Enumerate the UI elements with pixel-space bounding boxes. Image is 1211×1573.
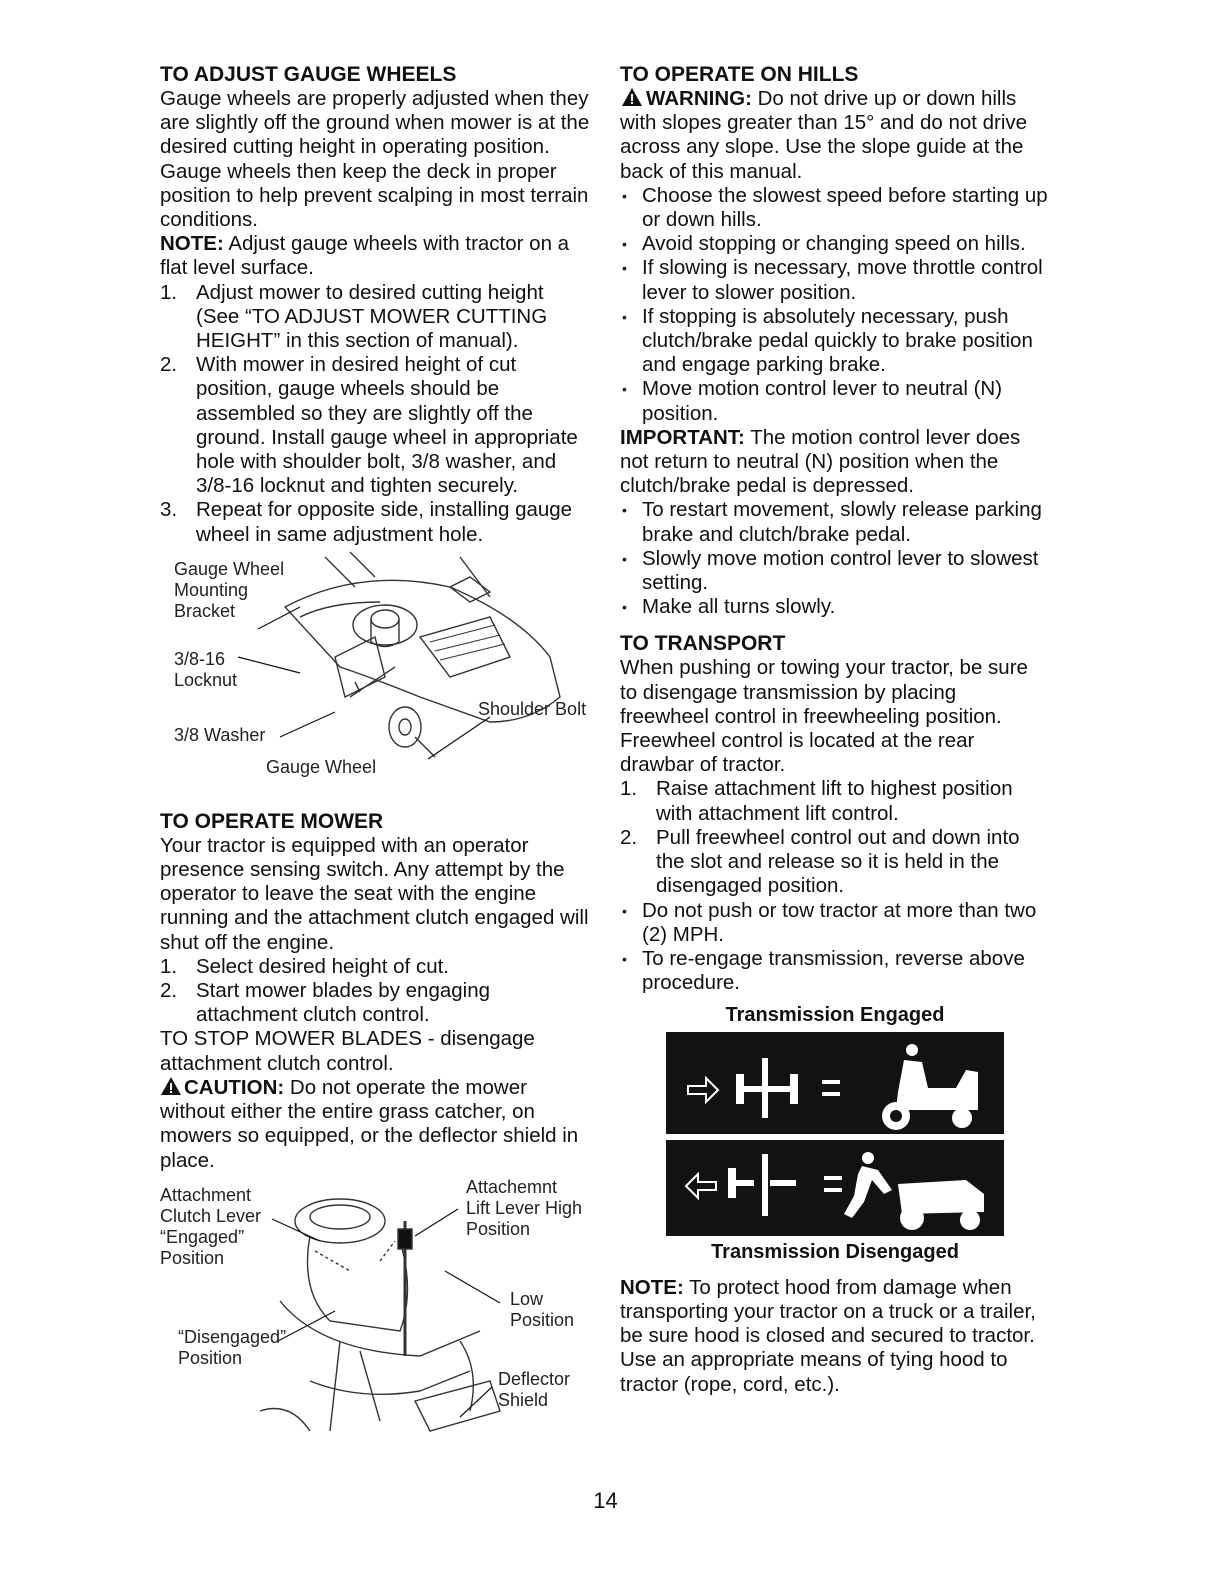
list-item: • Move motion control lever to neutral (N) position. <box>620 377 1050 425</box>
mower-heading: TO OPERATE MOWER <box>160 809 384 833</box>
label-low-position: Low Position <box>510 1288 575 1330</box>
label-shoulder-bolt: Shoulder Bolt <box>478 698 587 719</box>
attachment-lever-figure <box>160 1176 590 1451</box>
warning-label: WARNING: <box>646 87 752 110</box>
important-text: The motion control lever does not return to neutral (N) position when the clutch/brake pedal is depressed. <box>620 425 1021 498</box>
transport-heading: TO TRANSPORT <box>620 632 786 656</box>
important-bullets <box>620 498 1050 619</box>
list-item: • If slowing is necessary, move throttle control lever to slower position. <box>620 256 1050 304</box>
label-mounting-bracket: Gauge Wheel Mounting Bracket <box>174 558 285 621</box>
list-item: • Make all turns slowly. <box>620 595 1050 619</box>
gauge-intro: Gauge wheels are properly adjusted when they are slightly off the ground when mower is at the desired cutting height in operating position. Gauge wheels then keep the deck in proper position to help prevent scalping in most terrain conditions. <box>160 87 590 232</box>
transport-steps <box>620 777 1050 898</box>
hills-heading: TO OPERATE ON HILLS <box>620 63 859 86</box>
transmission-engaged-title: Transmission Engaged <box>725 1004 945 1027</box>
label-deflector-shield: Deflector Shield <box>498 1368 571 1410</box>
transport-intro: When pushing or towing your tractor, be sure to disengage transmission by placing freewheel control in freewheeling position. Freewheel control is located at the rear drawbar of tractor. <box>620 656 1028 777</box>
warning-paragraph <box>620 87 1050 184</box>
transmission-disengaged-icon <box>666 1140 1004 1236</box>
mower-intro: Your tractor is equipped with an operator presence sensing switch. Any attempt by the operator to leave the seat with the engine running and the attachment clutch engaged will shut off the engine. <box>160 833 589 954</box>
list-item: 2. Pull freewheel control out and down into the slot and release so it is held in the disengaged position. <box>620 825 1020 898</box>
gauge-wheel-figure <box>160 547 590 809</box>
caution-text: Do not operate the mower without either the entire grass catcher, on mowers so equipped, or the deflector shield in place. <box>160 1075 579 1172</box>
list-item: • Avoid stopping or changing speed on hills. <box>620 232 1050 256</box>
gauge-heading: TO ADJUST GAUGE WHEELS <box>160 63 457 86</box>
list-item: 2. With mower in desired height of cut position, gauge wheels should be assembled so they are slightly off the ground. Install gauge wheel in appropriate hole with shoulder bolt, 3/8 washer, and 3/8-16 locknut and tighten securely. <box>160 353 578 498</box>
label-locknut: 3/8-16 Locknut <box>174 648 238 690</box>
important-label: IMPORTANT: <box>620 425 745 449</box>
note-text: Adjust gauge wheels with tractor on a flat level surface. <box>160 232 570 280</box>
right-column <box>620 62 1050 1397</box>
list-item: 1. Raise attachment lift to highest position with attachment lift control. <box>620 777 1013 825</box>
transmission-engaged-icon <box>666 1032 1004 1134</box>
mower-steps <box>160 955 590 1028</box>
caution-paragraph <box>160 1076 590 1173</box>
list-item: • To restart movement, slowly release parking brake and clutch/brake pedal. <box>620 498 1050 546</box>
left-column <box>160 62 590 1451</box>
label-lift-lever: Attachemnt Lift Lever High Position <box>466 1176 583 1239</box>
caution-label: CAUTION: <box>184 1075 285 1099</box>
label-gauge-wheel: Gauge Wheel <box>266 756 377 777</box>
warning-text: Do not drive up or down hills with slopes greater than 15° and do not drive across any slope. Use the slope guide at the back of this manual. <box>620 87 1028 183</box>
transmission-disengaged-title: Transmission Disengaged <box>711 1240 959 1263</box>
stop-blades-text: TO STOP MOWER BLADES - disengage attachment clutch control. <box>160 1027 535 1075</box>
list-item: 3. Repeat for opposite side, installing gauge wheel in same adjustment hole. <box>160 498 573 546</box>
note-text: To protect hood from damage when transporting your tractor on a truck or a trailer, be sure hood is closed and secured to tractor. Use an appropriate means of tying hood to tractor (rope, cord, etc.). <box>620 1275 1036 1396</box>
caution-icon <box>160 1076 182 1096</box>
list-item: 2. Start mower blades by engaging attachment clutch control. <box>160 979 491 1027</box>
warning-icon <box>620 87 644 107</box>
hills-bullets <box>620 184 1050 426</box>
gauge-note <box>160 232 590 280</box>
important-paragraph <box>620 426 1050 499</box>
note-label: NOTE: <box>620 1275 684 1299</box>
page-number: 14 <box>593 1488 618 1513</box>
label-disengaged: “Disengaged” Position <box>178 1326 287 1368</box>
list-item: • To re-engage transmission, reverse above procedure. <box>620 947 1050 995</box>
list-item: • Do not push or tow tractor at more than two (2) MPH. <box>620 899 1050 947</box>
list-item: 1. Adjust mower to desired cutting height (See “TO ADJUST MOWER CUTTING HEIGHT” in this section of manual). <box>160 280 548 353</box>
transmission-engaged-panel <box>666 1032 1004 1134</box>
transmission-disengaged-panel <box>666 1140 1004 1236</box>
transport-note <box>620 1276 1050 1397</box>
label-washer: 3/8 Washer <box>174 724 266 745</box>
transport-bullets <box>620 899 1050 996</box>
list-item: • Choose the slowest speed before starting up or down hills. <box>620 184 1050 232</box>
note-label: NOTE: <box>160 232 224 256</box>
list-item: • Slowly move motion control lever to slowest setting. <box>620 547 1050 595</box>
label-clutch-engaged: Attachment Clutch Lever “Engaged” Position <box>160 1184 262 1268</box>
list-item: 1. Select desired height of cut. <box>160 954 449 978</box>
list-item: • If stopping is absolutely necessary, push clutch/brake pedal quickly to brake position and engage parking brake. <box>620 305 1050 378</box>
gauge-steps <box>160 281 590 547</box>
